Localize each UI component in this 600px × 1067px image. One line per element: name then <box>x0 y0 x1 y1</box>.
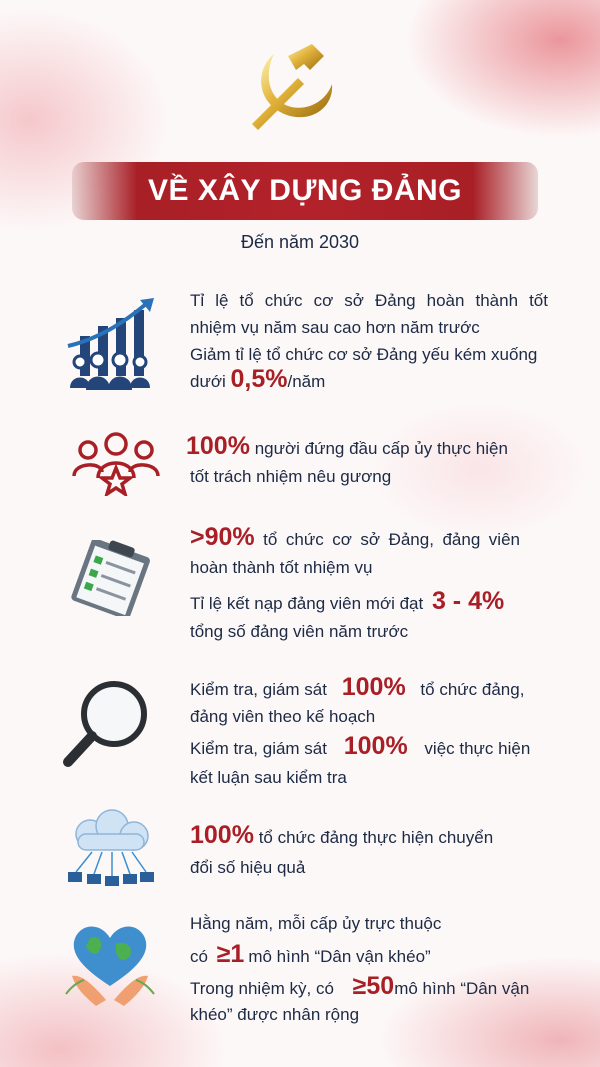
item-3-line-3: Tỉ lệ kết nạp đảng viên mới đạt 3 - 4% <box>190 587 505 615</box>
item-6-line-1: Hằng năm, mỗi cấp ủy trực thuộc <box>190 914 442 933</box>
stat-value: 3 - 4% <box>431 587 505 615</box>
stat-value: 100% <box>190 821 254 849</box>
item-5-line-1: 100% tổ chức đảng thực hiện chuyển <box>190 821 494 849</box>
subtitle: Đến năm 2030 <box>240 232 360 252</box>
item-6-line-2: có ≥1 mô hình “Dân vận khéo” <box>190 940 431 968</box>
magnifying-glass-icon <box>60 676 152 770</box>
item-3-line-4: tổng số đảng viên năm trước <box>190 622 409 641</box>
cloud-network-icon <box>62 808 158 890</box>
leader-star-group-icon <box>70 432 162 496</box>
stat-value: 100% <box>341 673 406 701</box>
item-6-line-3: Trong nhiệm kỳ, có ≥50mô hình “Dân vận <box>190 972 530 1000</box>
hands-heart-globe-icon <box>62 916 158 1008</box>
item-4-line-1: Kiểm tra, giám sát 100% tổ chức đảng, <box>190 673 525 701</box>
item-4-line-2: đảng viên theo kế hoạch <box>190 707 376 726</box>
hammer-sickle-emblem-icon <box>244 40 340 130</box>
stat-value: 0,5% <box>230 365 288 393</box>
item-1-line-2: nhiệm vụ năm sau cao hơn năm trước <box>190 318 480 337</box>
stat-value: >90% <box>190 523 255 551</box>
stat-value: ≥1 <box>216 940 245 968</box>
title-banner <box>72 162 538 220</box>
item-1-line-1: Tỉ lệ tổ chức cơ sở Đảng hoàn thành tốt <box>190 291 548 310</box>
page-title: VỀ XÂY DỰNG ĐẢNG <box>147 174 463 207</box>
stat-value: ≥50 <box>352 972 395 1000</box>
item-4-line-4: kết luận sau kiểm tra <box>190 768 347 787</box>
item-1-line-4: dưới 0,5%/năm <box>190 365 326 393</box>
growth-chart-people-icon <box>64 296 156 392</box>
item-2-line-1: 100% người đứng đầu cấp ủy thực hiện <box>186 432 508 460</box>
item-2-line-2: tốt trách nhiệm nêu gương <box>190 467 392 486</box>
stat-value: 100% <box>343 732 408 760</box>
item-4-line-3: Kiểm tra, giám sát 100% việc thực hiện <box>190 732 531 760</box>
stat-value: 100% <box>186 432 250 460</box>
item-5-line-2: đổi số hiệu quả <box>190 858 306 877</box>
item-3-line-1: >90% tổ chức cơ sở Đảng, đảng viên <box>190 523 520 551</box>
item-6-line-4: khéo” được nhân rộng <box>190 1005 360 1024</box>
item-3-line-2: hoàn thành tốt nhiệm vụ <box>190 558 373 577</box>
clipboard-checklist-icon <box>66 540 156 616</box>
item-1-line-3: Giảm tỉ lệ tổ chức cơ sở Đảng yếu kém xuống <box>190 345 538 364</box>
